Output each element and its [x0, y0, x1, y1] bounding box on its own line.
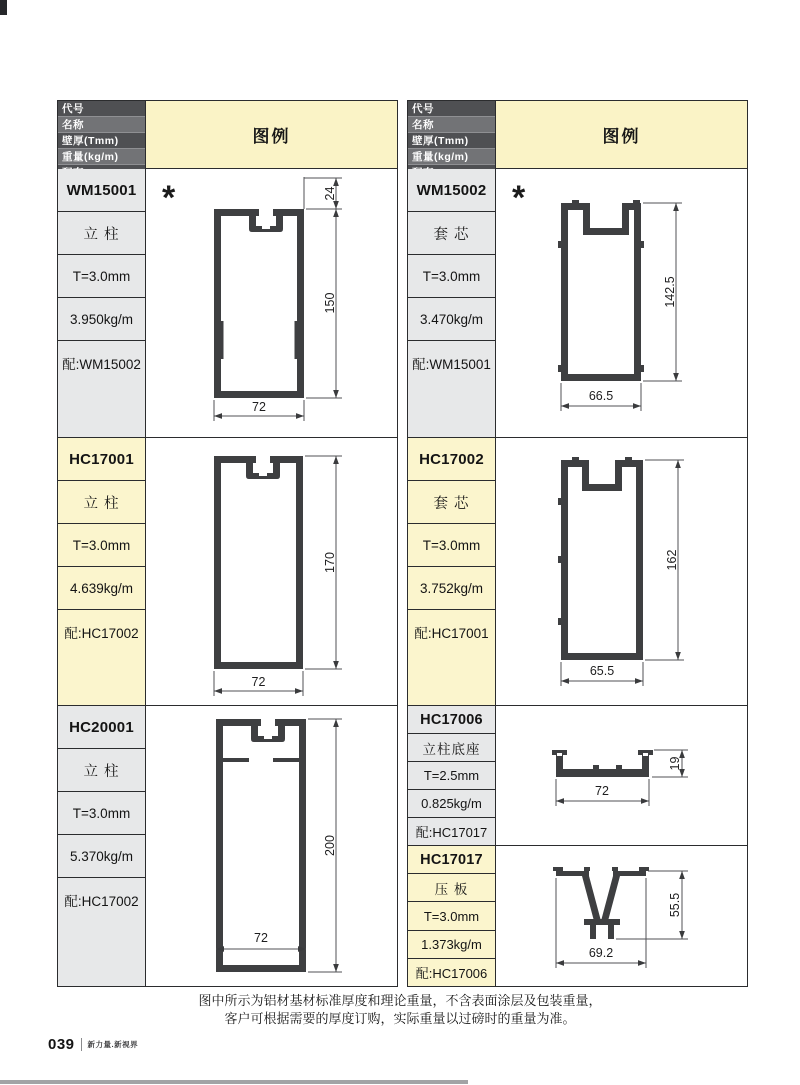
unit-weight: 1.373kg/m	[408, 931, 495, 959]
dim-width: 72	[595, 784, 609, 798]
asterisk-marker: *	[162, 179, 176, 217]
profile-svg	[146, 169, 398, 438]
product-code: HC17002	[408, 438, 495, 481]
product-section-hc17017	[408, 846, 747, 986]
product-info	[408, 438, 496, 705]
product-code: HC17006	[408, 706, 495, 734]
product-name: 立柱底座	[408, 734, 495, 762]
match-code: 配:WM15002	[62, 356, 141, 372]
profile-svg	[146, 438, 398, 706]
table-header	[58, 101, 397, 169]
header-legend: 图例	[496, 101, 747, 168]
footnote-line2: 客户可根据需要的厚度订购，实际重量以过磅时的重量为准。	[224, 1011, 576, 1026]
product-code: HC17017	[408, 846, 495, 874]
dim-height: 19	[668, 756, 682, 771]
match-code: 配:HC17017	[415, 825, 488, 840]
catalog-table-right	[407, 100, 748, 987]
footnote-line1: 图中所示为铝材基材标准厚度和理论重量，不含表面涂层及包装重量，	[198, 993, 602, 1008]
page-number: 039	[48, 1036, 75, 1053]
header-label-name: 名称	[58, 117, 145, 133]
product-name: 压 板	[408, 874, 495, 902]
unit-weight: 4.639kg/m	[58, 567, 145, 610]
product-code: WM15002	[408, 169, 495, 212]
header-label-thickness: 壁厚(Tmm)	[408, 133, 495, 149]
match-code: 配:HC17001	[414, 625, 489, 641]
product-section-hc17002	[408, 438, 747, 706]
dim-height: 142.5	[663, 276, 677, 308]
profile-svg	[146, 706, 398, 986]
header-label-thickness: 壁厚(Tmm)	[58, 133, 145, 149]
product-name: 立 柱	[58, 749, 145, 792]
asterisk-marker: *	[512, 179, 526, 217]
profile-drawing-hc17002	[496, 438, 747, 705]
match-code: 配:WM15001	[412, 356, 491, 372]
product-name: 套 芯	[408, 481, 495, 524]
profile-svg	[496, 169, 748, 438]
table-header	[408, 101, 747, 169]
match-code: 配:HC17002	[64, 893, 139, 909]
header-label-weight: 重量(kg/m)	[408, 149, 495, 165]
product-section-hc17006	[408, 706, 747, 846]
product-section-wm15002	[408, 169, 747, 438]
header-legend: 图例	[146, 101, 397, 168]
header-labels	[58, 101, 146, 168]
product-info	[408, 846, 496, 986]
product-name: 套 芯	[408, 212, 495, 255]
header-label-code: 代号	[408, 101, 495, 117]
product-name: 立 柱	[58, 481, 145, 524]
unit-weight: 3.752kg/m	[408, 567, 495, 610]
catalog-table-left	[57, 100, 398, 987]
profile-svg	[496, 846, 748, 986]
wall-thickness: T=3.0mm	[408, 902, 495, 930]
dim-width: 72	[251, 675, 266, 689]
product-code: HC17001	[58, 438, 145, 481]
dim-width: 66.5	[588, 389, 614, 403]
footer-brand: 新力量.新视界	[87, 1040, 139, 1049]
scan-artifact-bottom	[0, 1080, 468, 1084]
unit-weight: 0.825kg/m	[408, 790, 495, 818]
dim-height: 162	[665, 549, 679, 571]
profile-svg	[496, 438, 748, 706]
unit-weight: 5.370kg/m	[58, 835, 145, 878]
product-code: WM15001	[58, 169, 145, 212]
profile-drawing-hc17001	[146, 438, 397, 705]
product-section-hc17001	[58, 438, 397, 706]
dim-width: 72	[252, 400, 266, 414]
profile-drawing-hc17017	[496, 846, 747, 986]
footnote	[0, 992, 800, 1028]
product-section-wm15001	[58, 169, 397, 438]
profile-svg	[496, 706, 748, 846]
product-code: HC20001	[58, 706, 145, 749]
product-section-hc20001	[58, 706, 397, 986]
dim-height: 150	[323, 292, 337, 314]
dim-width: 72	[254, 931, 268, 945]
page-footer	[48, 1036, 138, 1053]
product-info	[408, 706, 496, 845]
profile-drawing-wm15002	[496, 169, 747, 437]
product-name: 立 柱	[58, 212, 145, 255]
wall-thickness: T=3.0mm	[408, 524, 495, 567]
profile-drawing-wm15001	[146, 169, 397, 437]
unit-weight: 3.470kg/m	[408, 298, 495, 341]
footer-divider	[81, 1038, 82, 1051]
unit-weight: 3.950kg/m	[58, 298, 145, 341]
dim-height: 55.5	[668, 892, 682, 918]
dim-top-offset: 24	[323, 186, 337, 201]
header-label-weight: 重量(kg/m)	[58, 149, 145, 165]
match-code: 配:HC17002	[64, 625, 139, 641]
dim-width: 69.2	[588, 946, 614, 960]
wall-thickness: T=3.0mm	[58, 792, 145, 835]
dim-height: 200	[323, 835, 337, 856]
header-label-name: 名称	[408, 117, 495, 133]
wall-thickness: T=2.5mm	[408, 762, 495, 790]
profile-drawing-hc20001	[146, 706, 397, 986]
dim-width: 65.5	[589, 664, 615, 678]
match-code: 配:HC17006	[415, 965, 488, 981]
profile-drawing-hc17006	[496, 706, 747, 845]
wall-thickness: T=3.0mm	[58, 255, 145, 298]
wall-thickness: T=3.0mm	[408, 255, 495, 298]
product-info	[58, 706, 146, 986]
header-labels	[408, 101, 496, 168]
product-info	[58, 169, 146, 437]
wall-thickness: T=3.0mm	[58, 524, 145, 567]
dim-height: 170	[323, 552, 337, 573]
product-info	[408, 169, 496, 437]
product-info	[58, 438, 146, 705]
header-label-code: 代号	[58, 101, 145, 117]
scan-artifact-corner	[0, 0, 7, 15]
